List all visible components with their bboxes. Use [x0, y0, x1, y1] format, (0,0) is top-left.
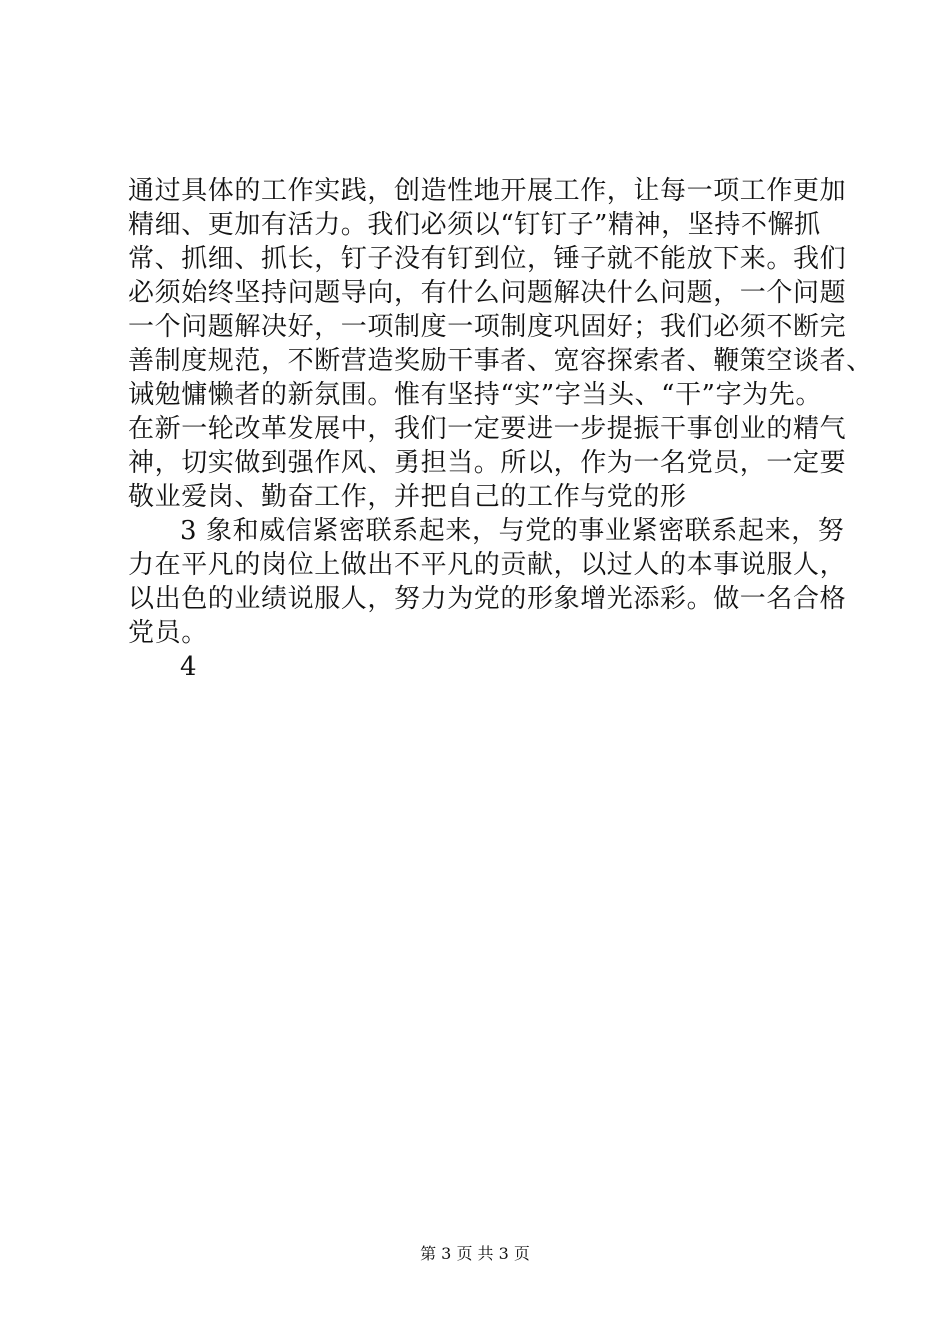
document-body — [128, 174, 873, 684]
page-footer: 第 3 页 共 3 页 — [420, 1244, 530, 1263]
paragraph-line: 常、抓细、抓长，钉子没有钉到位，锤子就不能放下来。我们 — [128, 244, 847, 274]
paragraph-line: 以出色的业绩说服人，努力为党的形象增光添彩。做一名合格 — [128, 584, 847, 614]
paragraph-line: 力在平凡的岗位上做出不平凡的贡献，以过人的本事说服人， — [128, 550, 847, 580]
paragraph-line: 精细、更加有活力。我们必须以“钉钉子”精神，坚持不懈抓 — [128, 210, 821, 240]
page-marker: 4 — [180, 652, 198, 682]
paragraph-line: 神，切实做到强作风、勇担当。所以，作为一名党员，一定要 — [128, 448, 847, 478]
paragraph-line: 诫勉慵懒者的新氛围。惟有坚持“实”字当头、“干”字为先。 — [128, 380, 822, 410]
paragraph-line: 一个问题解决好，一项制度一项制度巩固好；我们必须不断完 — [128, 312, 847, 342]
paragraph-line: 敬业爱岗、勤奋工作，并把自己的工作与党的形 — [128, 482, 687, 512]
paragraph-line: 善制度规范，不断营造奖励干事者、宽容探索者、鞭策空谈者、 — [128, 346, 873, 376]
paragraph-line: 必须始终坚持问题导向，有什么问题解决什么问题，一个问题 — [128, 278, 847, 308]
paragraph-line: 3 象和威信紧密联系起来，与党的事业紧密联系起来，努 — [180, 516, 845, 546]
paragraph-line: 在新一轮改革发展中，我们一定要进一步提振干事创业的精气 — [128, 414, 847, 444]
paragraph-line: 通过具体的工作实践，创造性地开展工作，让每一项工作更加 — [128, 176, 847, 206]
paragraph-line: 党员。 — [128, 618, 208, 648]
